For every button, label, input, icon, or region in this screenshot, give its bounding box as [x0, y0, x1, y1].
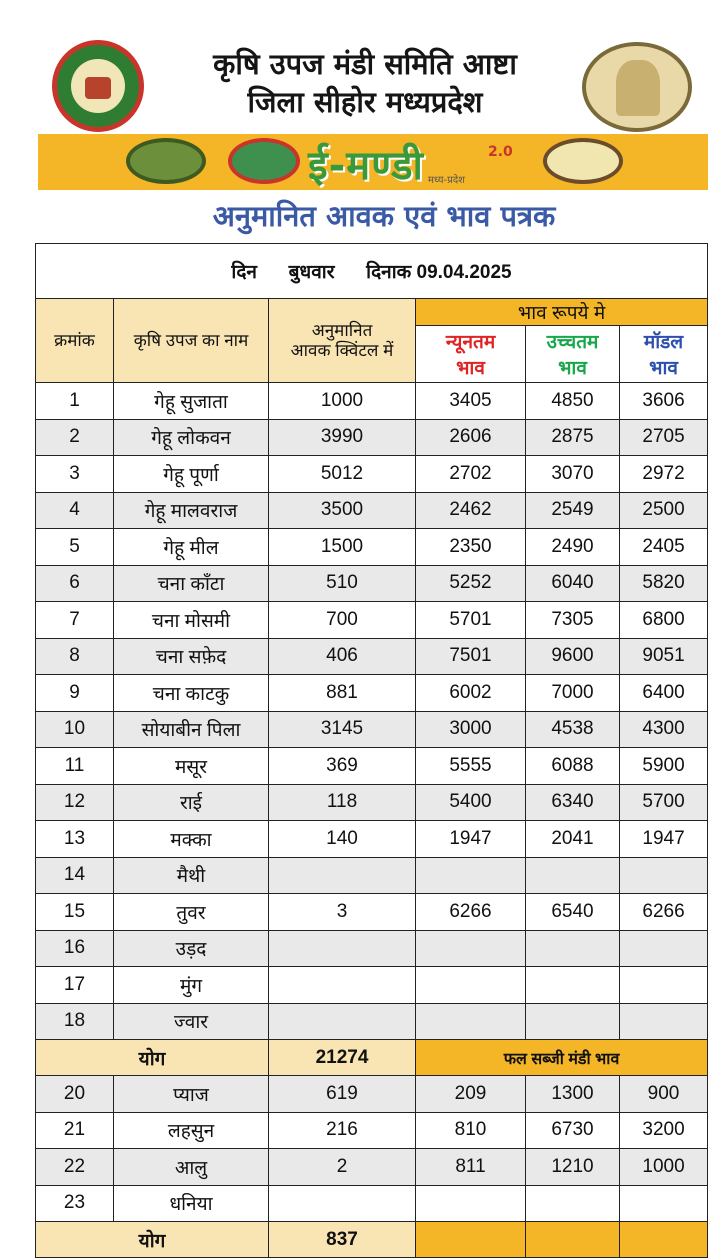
- table-row: [36, 894, 708, 931]
- cell-crop-name: चना सफ़ेद: [114, 638, 269, 675]
- col-min-line2: भाव: [456, 358, 485, 379]
- cell-serial: 14: [36, 857, 114, 894]
- cell-crop-name: गेहू सुजाता: [114, 383, 269, 420]
- cell-min-price: 5555: [416, 748, 526, 785]
- col-crop: कृषि उपज का नाम: [114, 299, 269, 383]
- veg-section-header: फल सब्जी मंडी भाव: [416, 1040, 708, 1076]
- cell-crop-name: उड़द: [114, 930, 269, 967]
- cell-arrival: 216: [269, 1112, 416, 1149]
- cell-model-price: 2705: [620, 419, 708, 456]
- cell-arrival: 5012: [269, 456, 416, 493]
- cell-model-price: 5820: [620, 565, 708, 602]
- col-arrival-line1: अनुमानित: [311, 320, 373, 340]
- table-row: [36, 456, 708, 493]
- cell-model-price: 900: [620, 1076, 708, 1113]
- table-row: [36, 748, 708, 785]
- cell-arrival: 510: [269, 565, 416, 602]
- table-row: [36, 1185, 708, 1222]
- cell-arrival: [269, 1185, 416, 1222]
- cell-serial: 5: [36, 529, 114, 566]
- col-model-line2: भाव: [649, 358, 678, 379]
- cell-min-price: [416, 930, 526, 967]
- cell-crop-name: राई: [114, 784, 269, 821]
- cell-serial: 12: [36, 784, 114, 821]
- cell-max-price: 9600: [526, 638, 620, 675]
- cell-max-price: 4850: [526, 383, 620, 420]
- cell-crop-name: गेहू मील: [114, 529, 269, 566]
- page-subtitle-district: जिला सीहोर मध्यप्रदेश: [247, 85, 483, 119]
- cell-model-price: 5900: [620, 748, 708, 785]
- table-row: [36, 1149, 708, 1186]
- cell-crop-name: चना काटकु: [114, 675, 269, 712]
- cell-serial: 17: [36, 967, 114, 1004]
- veg-total-row: [36, 1222, 708, 1258]
- cell-arrival: 881: [269, 675, 416, 712]
- cell-crop-name: आलु: [114, 1149, 269, 1186]
- col-arrival-line2: आवक क्विंटल में: [290, 340, 394, 360]
- cell-arrival: [269, 1003, 416, 1040]
- cell-max-price: 6040: [526, 565, 620, 602]
- col-max-line2: भाव: [558, 358, 587, 379]
- cell-arrival: 140: [269, 821, 416, 858]
- cell-crop-name: लहसुन: [114, 1112, 269, 1149]
- date-label: दिनाक: [366, 262, 412, 283]
- cell-model-price: 1947: [620, 821, 708, 858]
- cell-min-price: 5252: [416, 565, 526, 602]
- cell-min-price: 5701: [416, 602, 526, 639]
- cell-model-price: 3606: [620, 383, 708, 420]
- cell-serial: 2: [36, 419, 114, 456]
- cell-serial: 9: [36, 675, 114, 712]
- col-serial: क्रमांक: [36, 299, 114, 383]
- cell-max-price: 2490: [526, 529, 620, 566]
- cell-model-price: 1000: [620, 1149, 708, 1186]
- cell-arrival: [269, 930, 416, 967]
- col-model-price: [620, 326, 708, 383]
- cell-model-price: 3200: [620, 1112, 708, 1149]
- cell-arrival: 1500: [269, 529, 416, 566]
- cell-serial: 10: [36, 711, 114, 748]
- emandi-logo-text: ई-मण्डी: [308, 143, 424, 189]
- table-row: [36, 602, 708, 639]
- cell-min-price: 2350: [416, 529, 526, 566]
- cell-serial: 13: [36, 821, 114, 858]
- cell-model-price: 6800: [620, 602, 708, 639]
- cell-model-price: [620, 857, 708, 894]
- date-row: [36, 244, 708, 299]
- cell-max-price: [526, 1003, 620, 1040]
- table-row: [36, 419, 708, 456]
- table-row: [36, 565, 708, 602]
- table-row: [36, 1003, 708, 1040]
- grain-total-row: [36, 1040, 708, 1076]
- cell-min-price: 5400: [416, 784, 526, 821]
- cell-model-price: 2405: [620, 529, 708, 566]
- table-row: [36, 857, 708, 894]
- empty-cell: [526, 1222, 620, 1258]
- cell-serial: 22: [36, 1149, 114, 1186]
- table-row: [36, 821, 708, 858]
- cell-max-price: 2041: [526, 821, 620, 858]
- emandi-version: 2.0: [488, 144, 513, 160]
- cell-serial: 6: [36, 565, 114, 602]
- cell-arrival: 3: [269, 894, 416, 931]
- cell-max-price: 6730: [526, 1112, 620, 1149]
- cell-arrival: 3145: [269, 711, 416, 748]
- col-max-line1: उच्चतम: [546, 332, 599, 353]
- cell-max-price: 6540: [526, 894, 620, 931]
- header: [0, 0, 728, 134]
- cell-model-price: [620, 967, 708, 1004]
- table-row: [36, 638, 708, 675]
- cell-max-price: 6340: [526, 784, 620, 821]
- cell-serial: 11: [36, 748, 114, 785]
- cell-crop-name: धनिया: [114, 1185, 269, 1222]
- cell-model-price: [620, 930, 708, 967]
- cell-min-price: [416, 1185, 526, 1222]
- cell-model-price: 6266: [620, 894, 708, 931]
- cell-serial: 23: [36, 1185, 114, 1222]
- cell-arrival: 3990: [269, 419, 416, 456]
- cell-min-price: [416, 1003, 526, 1040]
- cell-crop-name: मुंग: [114, 967, 269, 1004]
- cell-min-price: 6266: [416, 894, 526, 931]
- cell-serial: 20: [36, 1076, 114, 1113]
- cell-arrival: 369: [269, 748, 416, 785]
- col-model-line1: मॉडल: [643, 332, 684, 353]
- table-row: [36, 711, 708, 748]
- mp-map-logo: [126, 138, 206, 184]
- cell-min-price: 3000: [416, 711, 526, 748]
- cell-crop-name: ज्वार: [114, 1003, 269, 1040]
- cell-crop-name: मसूर: [114, 748, 269, 785]
- cell-min-price: 209: [416, 1076, 526, 1113]
- mandi-board-small-logo: [228, 138, 300, 184]
- cell-model-price: [620, 1185, 708, 1222]
- cell-max-price: [526, 967, 620, 1004]
- sheet-title: अनुमानित आवक एवं भाव पत्रक: [212, 199, 556, 233]
- cell-arrival: 3500: [269, 492, 416, 529]
- table-row: [36, 1112, 708, 1149]
- cell-model-price: 2972: [620, 456, 708, 493]
- cell-crop-name: चना कॉंटा: [114, 565, 269, 602]
- cell-max-price: 3070: [526, 456, 620, 493]
- grain-total-value: 21274: [269, 1040, 416, 1076]
- cell-model-price: 6400: [620, 675, 708, 712]
- cell-crop-name: चना मोसमी: [114, 602, 269, 639]
- date-value: 09.04.2025: [416, 262, 512, 283]
- cell-min-price: 810: [416, 1112, 526, 1149]
- cell-model-price: 2500: [620, 492, 708, 529]
- cell-crop-name: तुवर: [114, 894, 269, 931]
- cell-max-price: [526, 857, 620, 894]
- cell-min-price: 3405: [416, 383, 526, 420]
- table-row: [36, 529, 708, 566]
- cell-arrival: 118: [269, 784, 416, 821]
- cell-model-price: 9051: [620, 638, 708, 675]
- cell-max-price: 2549: [526, 492, 620, 529]
- cell-crop-name: गेहू पूर्णा: [114, 456, 269, 493]
- kisan-logo: [543, 138, 623, 184]
- cell-min-price: 2462: [416, 492, 526, 529]
- table-row: [36, 1076, 708, 1113]
- cell-max-price: 6088: [526, 748, 620, 785]
- cell-arrival: 2: [269, 1149, 416, 1186]
- cell-arrival: 1000: [269, 383, 416, 420]
- cell-crop-name: गेहू मालवराज: [114, 492, 269, 529]
- cell-min-price: [416, 857, 526, 894]
- emandi-subtext: मध्य-प्रदेश: [428, 175, 465, 186]
- cell-model-price: 5700: [620, 784, 708, 821]
- cell-model-price: [620, 1003, 708, 1040]
- cell-crop-name: सोयाबीन पिला: [114, 711, 269, 748]
- cell-serial: 7: [36, 602, 114, 639]
- mandi-board-logo: [52, 40, 144, 132]
- table-row: [36, 492, 708, 529]
- day-label: दिन: [231, 262, 257, 283]
- farmer-logo: [582, 42, 692, 132]
- grain-total-label: योग: [36, 1040, 269, 1076]
- cell-crop-name: मक्का: [114, 821, 269, 858]
- cell-crop-name: गेहू लोकवन: [114, 419, 269, 456]
- empty-cell: [620, 1222, 708, 1258]
- cell-min-price: 1947: [416, 821, 526, 858]
- col-arrival: [269, 299, 416, 383]
- cell-serial: 18: [36, 1003, 114, 1040]
- veg-total-value: 837: [269, 1222, 416, 1258]
- cell-min-price: 811: [416, 1149, 526, 1186]
- cell-max-price: [526, 930, 620, 967]
- col-price-group: भाव रूपये मे: [416, 299, 708, 326]
- empty-cell: [416, 1222, 526, 1258]
- cell-arrival: [269, 857, 416, 894]
- emandi-banner: [38, 134, 708, 190]
- cell-min-price: 2702: [416, 456, 526, 493]
- col-min-price: [416, 326, 526, 383]
- table-row: [36, 930, 708, 967]
- cell-serial: 15: [36, 894, 114, 931]
- cell-serial: 3: [36, 456, 114, 493]
- cell-serial: 16: [36, 930, 114, 967]
- cell-max-price: 7000: [526, 675, 620, 712]
- cell-min-price: [416, 967, 526, 1004]
- cell-max-price: 1210: [526, 1149, 620, 1186]
- cell-arrival: 700: [269, 602, 416, 639]
- day-value: बुधवार: [288, 262, 335, 283]
- cell-max-price: 7305: [526, 602, 620, 639]
- cell-arrival: 619: [269, 1076, 416, 1113]
- cell-serial: 4: [36, 492, 114, 529]
- cell-serial: 1: [36, 383, 114, 420]
- table-row: [36, 967, 708, 1004]
- table-row: [36, 675, 708, 712]
- veg-total-label: योग: [36, 1222, 269, 1258]
- cell-serial: 8: [36, 638, 114, 675]
- cell-arrival: 406: [269, 638, 416, 675]
- table-row: [36, 784, 708, 821]
- cell-arrival: [269, 967, 416, 1004]
- cell-crop-name: मैथी: [114, 857, 269, 894]
- cell-max-price: 2875: [526, 419, 620, 456]
- cell-min-price: 7501: [416, 638, 526, 675]
- col-max-price: [526, 326, 620, 383]
- cell-min-price: 2606: [416, 419, 526, 456]
- table-row: [36, 383, 708, 420]
- cell-crop-name: प्याज: [114, 1076, 269, 1113]
- cell-min-price: 6002: [416, 675, 526, 712]
- cell-max-price: [526, 1185, 620, 1222]
- cell-max-price: 1300: [526, 1076, 620, 1113]
- price-table: [35, 243, 708, 1258]
- cell-serial: 21: [36, 1112, 114, 1149]
- header-row: [36, 299, 708, 326]
- page-title: कृषि उपज मंडी समिति आष्टा: [213, 47, 517, 81]
- col-min-line1: न्यूनतम: [445, 332, 496, 353]
- cell-model-price: 4300: [620, 711, 708, 748]
- cell-max-price: 4538: [526, 711, 620, 748]
